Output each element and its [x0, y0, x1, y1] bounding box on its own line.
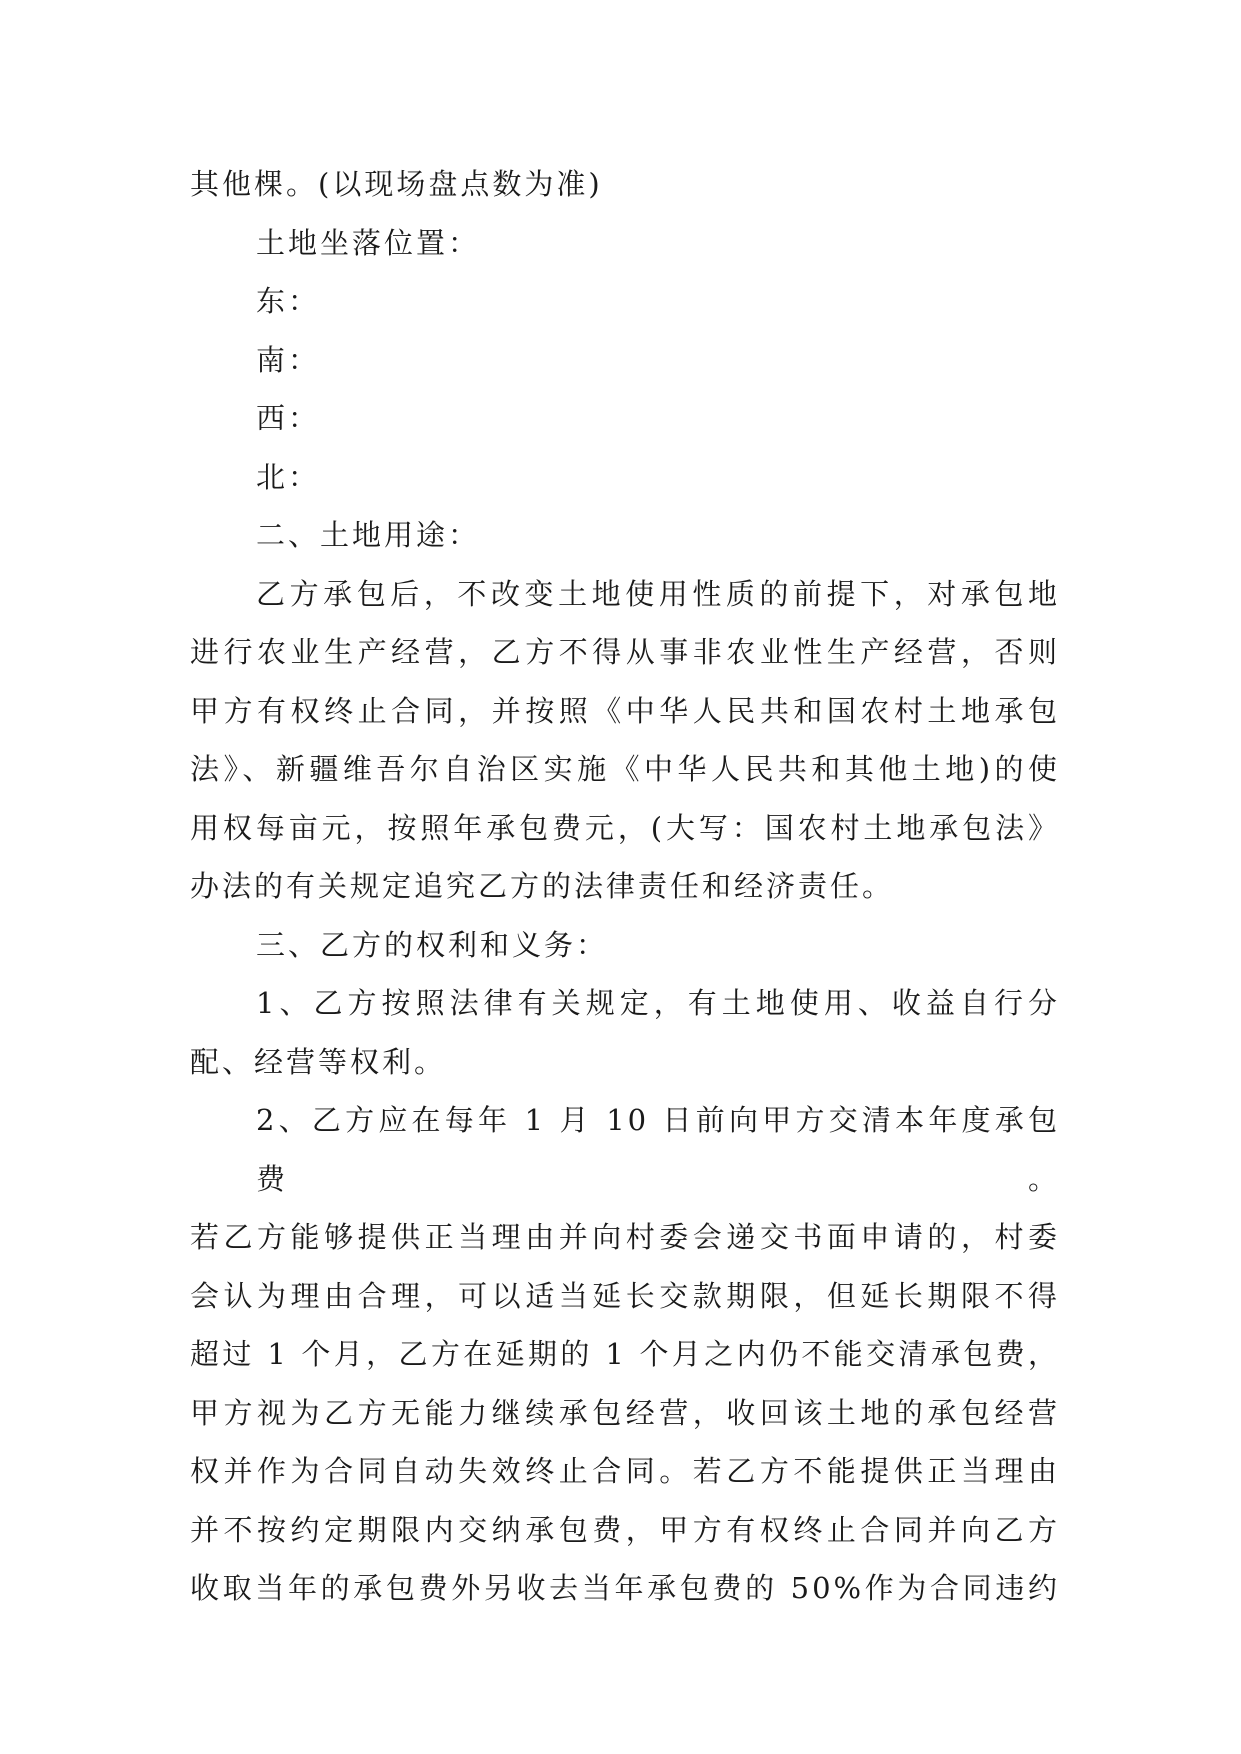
document-line: 二、土地用途： — [256, 518, 481, 552]
document-line: 若乙方能够提供正当理由并向村委会递交书面申请的，村委 — [190, 1220, 1060, 1254]
document-line: 三、乙方的权利和义务： — [256, 927, 609, 962]
document-line: 土地坐落位置： — [256, 225, 481, 260]
document-line: 用权每亩元，按照年承包费元，(大写：国农村土地承包法》 — [190, 810, 1060, 845]
document-line: 配、经营等权利。 — [190, 1044, 447, 1079]
document-line: 1、乙方按照法律有关规定，有土地使用、收益自行分 — [256, 986, 1060, 1020]
document-body — [190, 155, 1060, 1618]
document-line: 南： — [256, 342, 321, 377]
document-line: 其他棵。(以现场盘点数为准) — [190, 167, 603, 201]
document-line: 并不按约定期限内交纳承包费，甲方有权终止合同并向乙方 — [190, 1512, 1060, 1547]
document-line: 北： — [256, 459, 321, 494]
document-line: 2、乙方应在每年 1 月 10 日前向甲方交清本年度承包费。 — [256, 1103, 1060, 1196]
document-line: 权并作为合同自动失效终止合同。若乙方不能提供正当理由 — [190, 1454, 1060, 1488]
document-line: 东： — [256, 284, 321, 318]
document-line: 甲方视为乙方无能力继续承包经营，收回该土地的承包经营 — [190, 1395, 1060, 1430]
document-line: 法》、新疆维吾尔自治区实施《中华人民共和其他土地)的使 — [190, 752, 1060, 786]
document-line: 超过 1 个月，乙方在延期的 1 个月之内仍不能交清承包费， — [190, 1337, 1060, 1371]
document-line: 收取当年的承包费外另收去当年承包费的 50%作为合同违约 — [190, 1571, 1060, 1605]
document-line: 乙方承包后，不改变土地使用性质的前提下，对承包地 — [256, 576, 1060, 611]
document-line: 西： — [256, 401, 321, 435]
document-line: 进行农业生产经营，乙方不得从事非农业性生产经营，否则 — [190, 635, 1060, 669]
document-line: 甲方有权终止合同，并按照《中华人民共和国农村土地承包 — [190, 693, 1060, 728]
document-line: 办法的有关规定追究乙方的法律责任和经济责任。 — [190, 869, 895, 903]
document-line: 会认为理由合理，可以适当延长交款期限，但延长期限不得 — [190, 1278, 1060, 1313]
